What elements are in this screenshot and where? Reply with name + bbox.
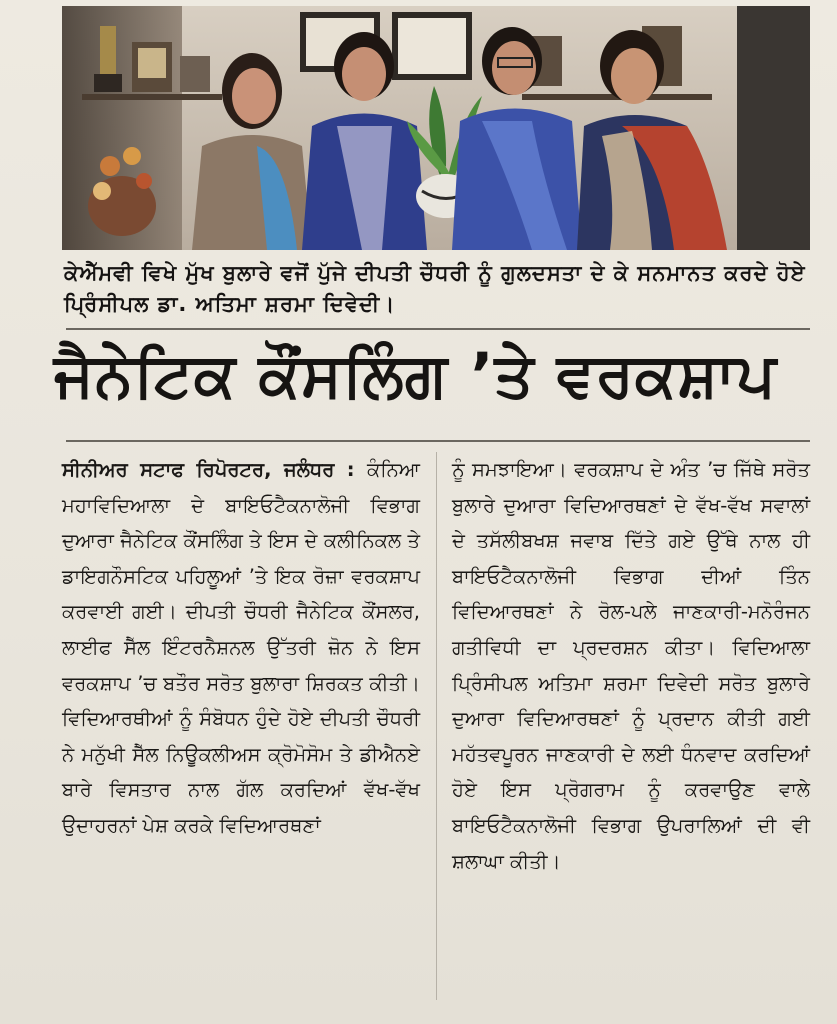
article-column-right: [452, 452, 810, 879]
article-column-left: [62, 452, 420, 844]
headline: ਜੈਨੇਟਿਕ ਕੌਂਸਲਿੰਗ ’ਤੇ ਵਰਕਸ਼ਾਪ: [54, 340, 777, 411]
divider-line: [66, 328, 810, 330]
divider-line: [66, 440, 810, 442]
door: [737, 6, 810, 250]
byline: ਸੀਨੀਅਰ ਸਟਾਫ ਰਿਪੋਰਟਰ, ਜਲੰਧਰ :: [62, 458, 368, 481]
article-text-left: ਕੰਨਿਆ ਮਹਾਵਿਦਿਆਲਾ ਦੇ ਬਾਇਓਟੈਕਨਾਲੋਜੀ ਵਿਭਾਗ ਦੁਆਰਾ ਜੈਨੇਟਿਕ ਕੌਂਸਲਿੰਗ ਤੇ ਇਸ ਦੇ ਕਲੀਨਿਕਲ ਤੇ ਡਾਇਗਨੌਸਟਿਕ ਪਹਿਲੂਆਂ ’ਤੇ ਇਕ ਰੋਜ਼ਾ ਵਰਕਸ਼ਾਪ ਕਰਵਾਈ ਗਈ। ਦੀਪਤੀ ਚੌਧਰੀ ਜੈਨੇਟਿਕ ਕੌਂਸਲਰ, ਲਾਈਫ ਸੈੱਲ ਇੰਟਰਨੈਸ਼ਨਲ ਉੱਤਰੀ ਜ਼ੋਨ ਨੇ ਇਸ ਵਰਕਸ਼ਾਪ ’ਚ ਬਤੌਰ ਸਰੋਤ ਬੁਲਾਰਾ ਸ਼ਿਰਕਤ ਕੀਤੀ। ਵਿਦਿਆਰਥੀਆਂ ਨੂੰ ਸੰਬੋਧਨ ਹੁੰਦੇ ਹੋਏ ਦੀਪਤੀ ਚੌਧਰੀ ਨੇ ਮਨੁੱਖੀ ਸੈੱਲ ਨਿਊਕਲੀਅਸ ਕ੍ਰੋਮੋਸੋਮ ਤੇ ਡੀਐਨਏ ਬਾਰੇ ਵਿਸਤਾਰ ਨਾਲ ਗੱਲ ਕਰਦਿਆਂ ਵੱਖ-ਵੱਖ ਉਦਾਹਰਨਾਂ ਪੇਸ਼ ਕਰਕੇ ਵਿਦਿਆਰਥਣਾਂ: [62, 458, 420, 837]
photo-caption: ਕੇਐੱਮਵੀ ਵਿਖੇ ਮੁੱਖ ਬੁਲਾਰੇ ਵਜੋਂ ਪੁੱਜੇ ਦੀਪਤੀ ਚੌਧਰੀ ਨੂੰ ਗੁਲਦਸਤਾ ਦੇ ਕੇ ਸਨਮਾਨਤ ਕਰਦੇ ਹੋਏ ਪ੍ਰਿੰਸੀਪਲ ਡਾ. ਅਤਿਮਾ ਸ਼ਰਮਾ ਦਿਵੇਦੀ।: [64, 261, 806, 316]
article-text-right: ਨੂੰ ਸਮਝਾਇਆ। ਵਰਕਸ਼ਾਪ ਦੇ ਅੰਤ ’ਚ ਜਿੱਥੇ ਸਰੋਤ ਬੁਲਾਰੇ ਦੁਆਰਾ ਵਿਦਿਆਰਥਣਾਂ ਦੇ ਵੱਖ-ਵੱਖ ਸਵਾਲਾਂ ਦੇ ਤਸੱਲੀਬਖਸ਼ ਜਵਾਬ ਦਿੱਤੇ ਗਏ ਉੱਥੇ ਨਾਲ ਹੀ ਬਾਇਓਟੈਕਨਾਲੋਜੀ ਵਿਭਾਗ ਦੀਆਂ ਤਿੰਨ ਵਿਦਿਆਰਥਣਾਂ ਨੇ ਰੋਲ-ਪਲੇ ਜਾਣਕਾਰੀ-ਮਨੋਰੰਜਨ ਗਤੀਵਿਧੀ ਦਾ ਪ੍ਰਦਰਸ਼ਨ ਕੀਤਾ। ਵਿਦਿਆਲਾ ਪ੍ਰਿੰਸੀਪਲ ਅਤਿਮਾ ਸ਼ਰਮਾ ਦਿਵੇਦੀ ਸਰੋਤ ਬੁਲਾਰੇ ਦੁਆਰਾ ਵਿਦਿਆਰਥਣਾਂ ਨੂੰ ਪ੍ਰਦਾਨ ਕੀਤੀ ਗਈ ਮਹੱਤਵਪੂਰਨ ਜਾਣਕਾਰੀ ਦੇ ਲਈ ਧੰਨਵਾਦ ਕਰਦਿਆਂ ਹੋਏ ਇਸ ਪ੍ਰੋਗਰਾਮ ਨੂੰ ਕਰਵਾਉਣ ਵਾਲੇ ਬਾਇਓਟੈਕਨਾਲੋਜੀ ਵਿਭਾਗ ਉਪਰਾਲਿਆਂ ਦੀ ਵੀ ਸ਼ਲਾਘਾ ਕੀਤੀ।: [452, 458, 810, 873]
group-photo: [62, 6, 810, 250]
shelf: [82, 94, 222, 100]
trophy-icon: [180, 56, 210, 92]
column-divider: [436, 452, 437, 1000]
